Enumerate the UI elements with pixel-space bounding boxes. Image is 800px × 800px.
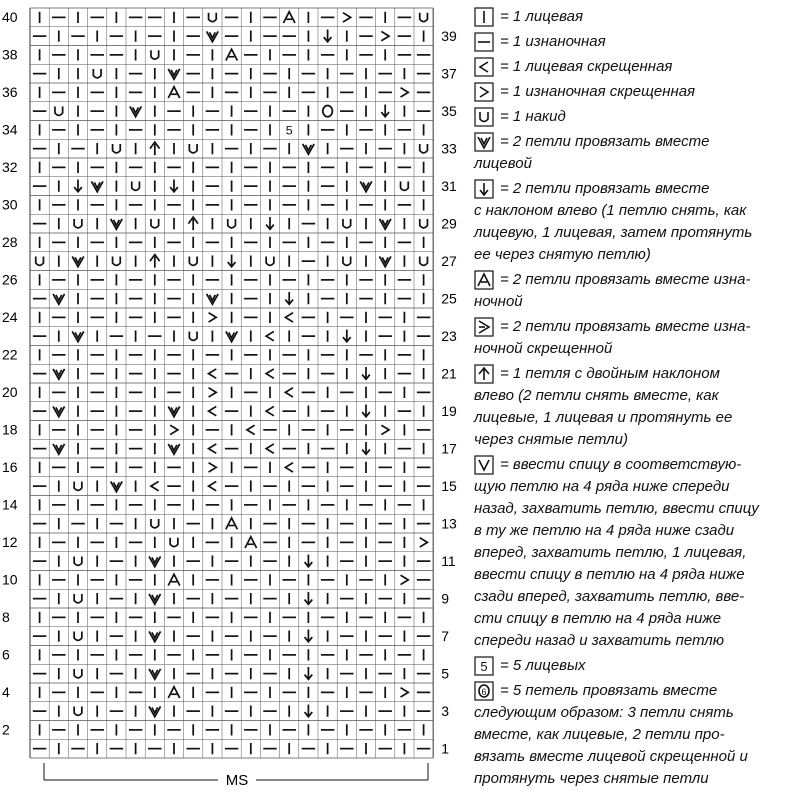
row-number-left: 18: [2, 421, 18, 438]
chart-cell-yo: [74, 556, 82, 565]
chart-cell-sk2p: [188, 217, 198, 230]
chart-cell-ssk: [362, 442, 370, 454]
row-number-left: 30: [2, 196, 18, 213]
legend-item: [474, 131, 794, 175]
chart-cell-yo: [189, 256, 197, 265]
chart-cell-knit-tbl: [209, 481, 217, 490]
chart-cell-p2tog: [226, 518, 238, 529]
chart-cell-k2tog: [207, 31, 219, 41]
legend-sk2p-icon: [474, 364, 494, 384]
legend-text-continued: вперед, захватить петлю, 1 лицевая,: [474, 544, 747, 561]
legend-k2tog-icon: [474, 132, 494, 152]
row-number-right: 7: [441, 627, 449, 644]
chart-cell-yo: [55, 106, 63, 115]
row-number-left: 26: [2, 271, 18, 288]
legend: [474, 6, 794, 793]
legend-purl-icon: [474, 32, 494, 52]
chart-cell-knit-tbl: [266, 406, 274, 415]
legend-text: = 5 петель провязать вместе: [500, 682, 718, 699]
chart-cell-yo: [343, 219, 351, 228]
row-number-right: 35: [441, 102, 457, 119]
chart-cell-k2tog: [149, 669, 161, 679]
chart-cell-knit-tbl: [285, 463, 293, 472]
row-number-left: 34: [2, 121, 18, 138]
chart-cell-knit-tbl: [285, 313, 293, 322]
row-number-left: 24: [2, 309, 18, 325]
chart-cell-k2tog: [111, 481, 123, 491]
chart-grid: [30, 8, 433, 758]
chart-cell-yo: [420, 13, 428, 22]
chart-cell-k2tog: [360, 181, 372, 191]
chart-cell-purl-tbl: [401, 88, 409, 97]
row-number-right: 25: [441, 290, 457, 307]
legend-item: [474, 178, 794, 266]
chart-cell-ssk: [362, 367, 370, 379]
chart-cell-knit-tbl: [151, 481, 159, 490]
row-number-right: 17: [441, 440, 457, 457]
row-number-right: 1: [441, 740, 449, 757]
row-number-left: 16: [2, 459, 18, 475]
row-number-left: 28: [2, 234, 18, 250]
chart-cell-yo: [151, 50, 159, 59]
chart-cell-yo: [74, 481, 82, 490]
row-number-left: 12: [2, 534, 18, 550]
legend-yo-icon: [474, 107, 494, 127]
chart-cell-k2tog: [379, 219, 391, 229]
legend-text: = 2 петли провязать вместе: [500, 180, 710, 197]
row-number-left: 4: [2, 684, 10, 700]
legend-text-continued: вместе, как лицевые, 2 петли про-: [474, 726, 725, 743]
row-number-left: 36: [2, 84, 18, 100]
legend-text: = 2 петли провязать вместе изна-: [500, 318, 751, 335]
chart-cell-k2tog: [379, 256, 391, 266]
row-number-right: 33: [441, 140, 457, 157]
chart-cell-yo: [113, 144, 121, 153]
chart-cell-k2tog: [149, 594, 161, 604]
chart-cell-yo: [209, 13, 217, 22]
chart-cell-k2tog: [149, 706, 161, 716]
row-number-right: 31: [441, 177, 457, 194]
legend-text-continued: с наклоном влево (1 петлю снять, как: [474, 202, 747, 219]
chart-cell-yo: [189, 331, 197, 340]
chart-cell-p2tog: [226, 49, 238, 60]
chart-cell-k2tog: [149, 631, 161, 641]
legend-item: [474, 655, 794, 677]
row-number-left: 6: [2, 646, 10, 663]
chart-cell-k2tog: [168, 406, 180, 416]
legend-text-continued: ввести спицу в петлю на 4 ряда ниже: [474, 566, 745, 583]
row-number-left: 32: [2, 159, 18, 175]
repeat-label: MS: [225, 772, 249, 789]
row-number-right: 39: [441, 27, 457, 44]
legend-text: = 5 лицевых: [500, 657, 586, 674]
legend-knit-tbl-icon: [474, 57, 494, 77]
legend-text: = 2 петли провязать вместе: [500, 133, 710, 150]
chart-cell-knit-tbl: [247, 425, 255, 434]
row-number-left: 14: [2, 496, 18, 513]
chart-cell-knit-tbl: [266, 444, 274, 453]
legend-text: = 1 накид: [500, 108, 566, 125]
chart-cell-yo: [343, 256, 351, 265]
chart-cell-yo: [36, 256, 44, 265]
chart-cell-p2tog: [283, 12, 295, 23]
legend-v-icon: [474, 455, 494, 475]
row-number-left: 22: [2, 346, 18, 363]
legend-knit-icon: [474, 7, 494, 27]
chart-cell-six: [323, 106, 333, 117]
chart-cell-knit-tbl: [266, 331, 274, 340]
chart-cell-p2tog: [245, 537, 257, 548]
legend-text: = 1 лицевая скрещенная: [500, 58, 673, 75]
legend-text-continued: щую петлю на 4 ряда ниже спереди: [474, 478, 730, 495]
legend-text-continued: сзади вперед, захватить петлю, вве-: [474, 588, 745, 605]
chart-cell-yo: [420, 219, 428, 228]
chart-cell-ssk: [305, 592, 313, 604]
chart-cell-yo: [228, 219, 236, 228]
legend-p2tog-tbl-icon: [474, 317, 494, 337]
row-number-right: 5: [441, 665, 449, 682]
legend-item: [474, 269, 794, 313]
legend-text: = 2 петли провязать вместе изна-: [500, 271, 751, 288]
legend-purl-tbl-icon: [474, 82, 494, 102]
chart-cell-k2tog: [53, 406, 65, 416]
chart-cell-k2tog: [226, 331, 238, 341]
chart-cell-knit-tbl: [285, 388, 293, 397]
chart-cell-k2tog: [168, 69, 180, 79]
chart-cell-k2tog: [72, 331, 84, 341]
chart-cell-yo: [74, 631, 82, 640]
legend-text-continued: лицевую, 1 лицевая, затем протянуть: [474, 224, 753, 241]
legend-text-continued: спереди назад и захватить петлю: [474, 632, 725, 649]
chart-cell-ssk: [343, 330, 351, 342]
chart-cell-p2tog: [168, 574, 180, 585]
chart-cell-k2tog: [53, 444, 65, 454]
legend-item: [474, 680, 794, 790]
row-number-right: 29: [441, 215, 457, 232]
chart-cell-purl-tbl: [420, 538, 428, 547]
legend-text-continued: ночной: [474, 293, 523, 310]
chart-cell-ssk: [170, 180, 178, 192]
chart-cell-knit-tbl: [209, 444, 217, 453]
legend-text-continued: лицевые, 1 лицевая и протянуть ее: [474, 409, 733, 426]
legend-ssk-icon: [474, 179, 494, 199]
row-number-left: 8: [2, 609, 10, 625]
chart-cell-yo: [74, 219, 82, 228]
legend-text-continued: в ту же петлю на 4 ряда ниже сзади: [474, 522, 735, 539]
svg-text:5: 5: [285, 123, 293, 138]
chart-cell-yo: [266, 256, 274, 265]
chart-cell-five: [286, 124, 293, 138]
chart-cell-yo: [189, 144, 197, 153]
row-number-right: 23: [441, 327, 457, 344]
legend-text-continued: протянуть через снятые петли: [474, 770, 709, 787]
chart-cell-knit-tbl: [209, 406, 217, 415]
chart-cell-sk2p: [150, 142, 160, 155]
chart-cell-yo: [74, 669, 82, 678]
chart-cell-ssk: [228, 255, 236, 267]
legend-six-icon: [474, 681, 494, 701]
chart-cell-k2tog: [168, 444, 180, 454]
repeat-bracket: [44, 763, 428, 789]
legend-p2tog-icon: [474, 270, 494, 290]
row-number-right: 9: [441, 590, 449, 607]
chart-cell-yo: [113, 256, 121, 265]
chart-cell-purl-tbl: [381, 31, 389, 40]
legend-text: = 1 изнаночная скрещенная: [500, 83, 696, 100]
chart-cell-k2tog: [53, 294, 65, 304]
chart-cell-purl-tbl: [170, 425, 178, 434]
legend-text-continued: следующим образом: 3 петли снять: [474, 704, 734, 721]
legend-item: [474, 56, 794, 78]
chart-cell-purl-tbl: [401, 575, 409, 584]
legend-item: [474, 106, 794, 128]
row-number-right: 13: [441, 515, 457, 532]
legend-text: = 1 лицевая: [500, 8, 584, 25]
chart-cell-sk2p: [150, 255, 160, 268]
chart-cell-purl-tbl: [343, 13, 351, 22]
chart-cell-knit-tbl: [209, 369, 217, 378]
chart-cell-yo: [420, 144, 428, 153]
legend-text-continued: назад, захватить петлю, ввести спицу: [474, 500, 759, 517]
row-number-right: 19: [441, 402, 457, 419]
chart-cell-ssk: [74, 180, 82, 192]
legend-text: = 1 изнаночная: [500, 33, 606, 50]
chart-cell-purl-tbl: [401, 688, 409, 697]
legend-item: [474, 31, 794, 53]
chart-cell-ssk: [305, 667, 313, 679]
chart-cell-k2tog: [111, 219, 123, 229]
row-number-left: 20: [2, 384, 18, 400]
legend-text-continued: ее через снятую петлю): [474, 246, 651, 263]
chart-cell-ssk: [305, 555, 313, 567]
chart-cell-k2tog: [207, 294, 219, 304]
row-number-right: 37: [441, 65, 457, 82]
chart-cell-yo: [151, 219, 159, 228]
legend-text: = 1 петля с двойным наклоном: [500, 365, 720, 382]
chart-cell-purl-tbl: [209, 313, 217, 322]
legend-five-icon: [474, 656, 494, 676]
chart-cell-ssk: [285, 292, 293, 304]
legend-text-continued: ночной скрещенной: [474, 340, 613, 357]
chart-cell-p2tog: [168, 687, 180, 698]
legend-item: [474, 6, 794, 28]
chart-cell-ssk: [305, 630, 313, 642]
chart-cell-k2tog: [130, 106, 142, 116]
row-number-right: 15: [441, 477, 457, 494]
chart-cell-ssk: [266, 217, 274, 229]
legend-text-continued: сти спицу в петлю на 4 ряда ниже: [474, 610, 722, 627]
chart-cell-yo: [74, 594, 82, 603]
row-number-right: 27: [441, 252, 457, 269]
svg-text:6: 6: [481, 687, 487, 697]
legend-item: [474, 81, 794, 103]
row-number-right: 11: [441, 552, 456, 569]
chart-cell-yo: [170, 538, 178, 547]
legend-text-continued: влево (2 петли снять вместе, как: [474, 387, 719, 404]
row-number-right: 3: [441, 702, 449, 719]
row-number-left: 40: [2, 9, 18, 25]
legend-text-continued: вязать вместе лицевой скрещенной и: [474, 748, 748, 765]
chart-cell-yo: [74, 706, 82, 715]
chart-cell-k2tog: [72, 256, 84, 266]
chart-cell-yo: [93, 69, 101, 78]
svg-text:5: 5: [480, 659, 488, 674]
legend-item: [474, 316, 794, 360]
chart-cell-knit-tbl: [266, 369, 274, 378]
legend-item: [474, 363, 794, 451]
chart-cell-k2tog: [149, 556, 161, 566]
chart-cell-k2tog: [91, 181, 103, 191]
legend-text-continued: лицевой: [474, 155, 532, 172]
chart-cell-purl-tbl: [209, 388, 217, 397]
legend-item: [474, 454, 794, 652]
chart-cell-ssk: [324, 30, 332, 42]
row-number-left: 10: [2, 571, 18, 588]
legend-text-continued: через снятые петли): [474, 431, 628, 448]
chart-cell-ssk: [362, 405, 370, 417]
row-number-left: 2: [2, 721, 10, 738]
chart-cell-yo: [132, 181, 140, 190]
chart-cell-yo: [151, 519, 159, 528]
chart-cell-yo: [420, 256, 428, 265]
chart-cell-purl-tbl: [209, 463, 217, 472]
chart-cell-k2tog: [53, 369, 65, 379]
row-number-right: 21: [441, 365, 457, 382]
legend-text: = ввести спицу в соответствую-: [500, 456, 742, 473]
chart-cell-ssk: [305, 705, 313, 717]
chart-cell-k2tog: [303, 144, 315, 154]
chart-cell-yo: [401, 181, 409, 190]
row-number-left: 38: [2, 46, 18, 63]
chart-cell-purl-tbl: [381, 425, 389, 434]
chart-cell-ssk: [381, 105, 389, 117]
chart-cell-p2tog: [168, 87, 180, 98]
